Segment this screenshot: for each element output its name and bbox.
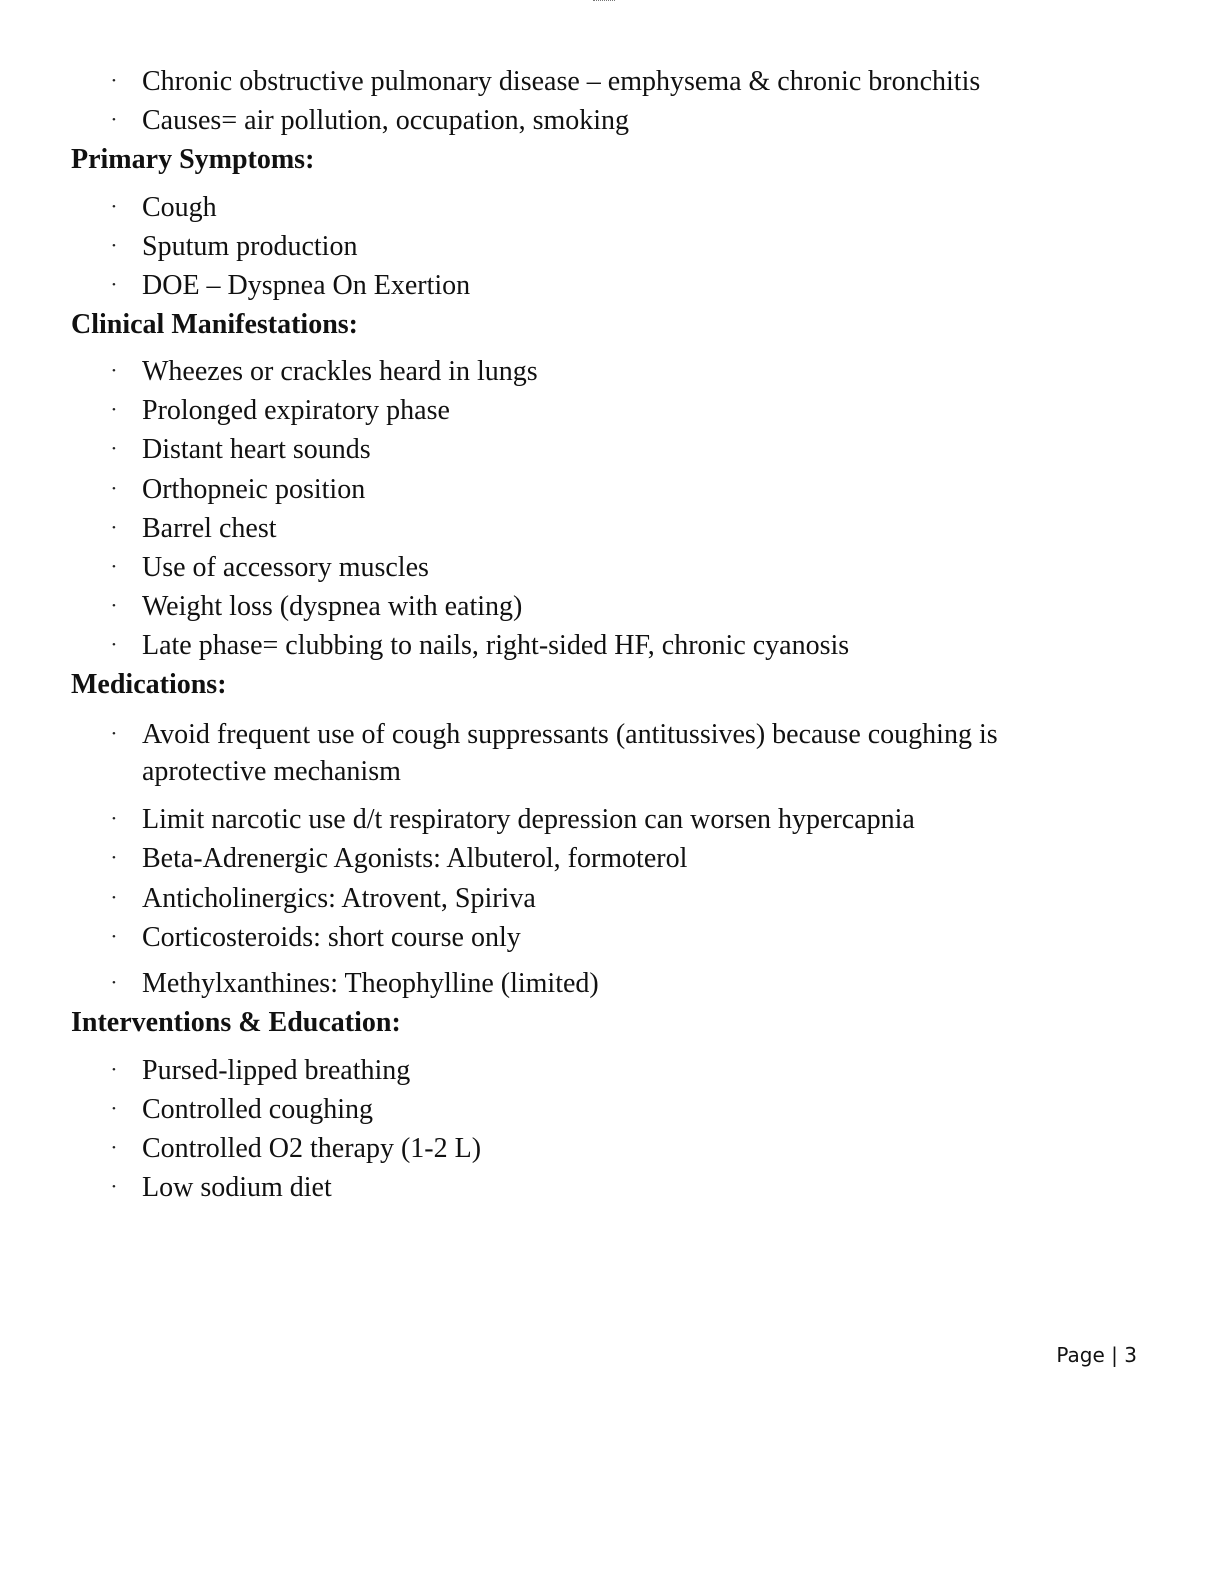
bullet-icon: • [112, 1142, 116, 1154]
list-item: Pursed-lipped breathing [142, 1055, 411, 1086]
bullet-icon: • [112, 1064, 116, 1076]
list-item: Orthopneic position [142, 474, 366, 505]
list-item: Controlled coughing [142, 1094, 373, 1125]
bullet-icon: • [112, 639, 116, 651]
list-item: Barrel chest [142, 513, 277, 544]
bullet-icon: • [112, 1103, 116, 1115]
top-mark [593, 0, 615, 4]
section-heading-interventions-education: Interventions & Education: [71, 1007, 401, 1038]
list-item: Chronic obstructive pulmonary disease – emphysema & chronic bronchitis [142, 66, 981, 97]
list-item: Cough [142, 192, 217, 223]
list-item: Controlled O2 therapy (1-2 L) [142, 1133, 482, 1164]
bullet-icon: • [112, 561, 116, 573]
bullet-icon: • [112, 1181, 116, 1193]
bullet-icon: • [112, 931, 116, 943]
bullet-icon: • [112, 114, 116, 126]
section-heading-clinical-manifestations: Clinical Manifestations: [71, 309, 358, 340]
list-item: Beta-Adrenergic Agonists: Albuterol, formoterol [142, 843, 688, 874]
bullet-icon: • [112, 728, 116, 740]
bullet-icon: • [112, 201, 116, 213]
page-number: Page | 3 [1056, 1343, 1137, 1367]
bullet-icon: • [112, 852, 116, 864]
bullet-icon: • [112, 813, 116, 825]
list-item: DOE – Dyspnea On Exertion [142, 270, 471, 301]
bullet-icon: • [112, 443, 116, 455]
bullet-icon: • [112, 977, 116, 989]
list-item: Weight loss (dyspnea with eating) [142, 591, 523, 622]
bullet-icon: • [112, 404, 116, 416]
list-item: Prolonged expiratory phase [142, 395, 450, 426]
bullet-icon: • [112, 279, 116, 291]
bullet-icon: • [112, 75, 116, 87]
list-item: Wheezes or crackles heard in lungs [142, 356, 538, 387]
bullet-icon: • [112, 483, 116, 495]
section-heading-medications: Medications: [71, 669, 227, 700]
list-item: Distant heart sounds [142, 434, 371, 465]
section-heading-primary-symptoms: Primary Symptoms: [71, 144, 315, 175]
list-item: Use of accessory muscles [142, 552, 429, 583]
list-item: Anticholinergics: Atrovent, Spiriva [142, 883, 536, 914]
bullet-icon: • [112, 600, 116, 612]
list-item: Methylxanthines: Theophylline (limited) [142, 968, 599, 999]
list-item: Corticosteroids: short course only [142, 922, 521, 953]
bullet-icon: • [112, 892, 116, 904]
list-item: Causes= air pollution, occupation, smoking [142, 105, 630, 136]
bullet-icon: • [112, 365, 116, 377]
list-item: Late phase= clubbing to nails, right-sided HF, chronic cyanosis [142, 630, 850, 661]
list-item: Sputum production [142, 231, 358, 262]
bullet-icon: • [112, 522, 116, 534]
list-item: Limit narcotic use d/t respiratory depression can worsen hypercapnia [142, 804, 915, 835]
bullet-icon: • [112, 240, 116, 252]
list-item: Low sodium diet [142, 1172, 332, 1203]
list-item: Avoid frequent use of cough suppressants (antitussives) because coughing is aprotective mechanism [142, 719, 998, 787]
